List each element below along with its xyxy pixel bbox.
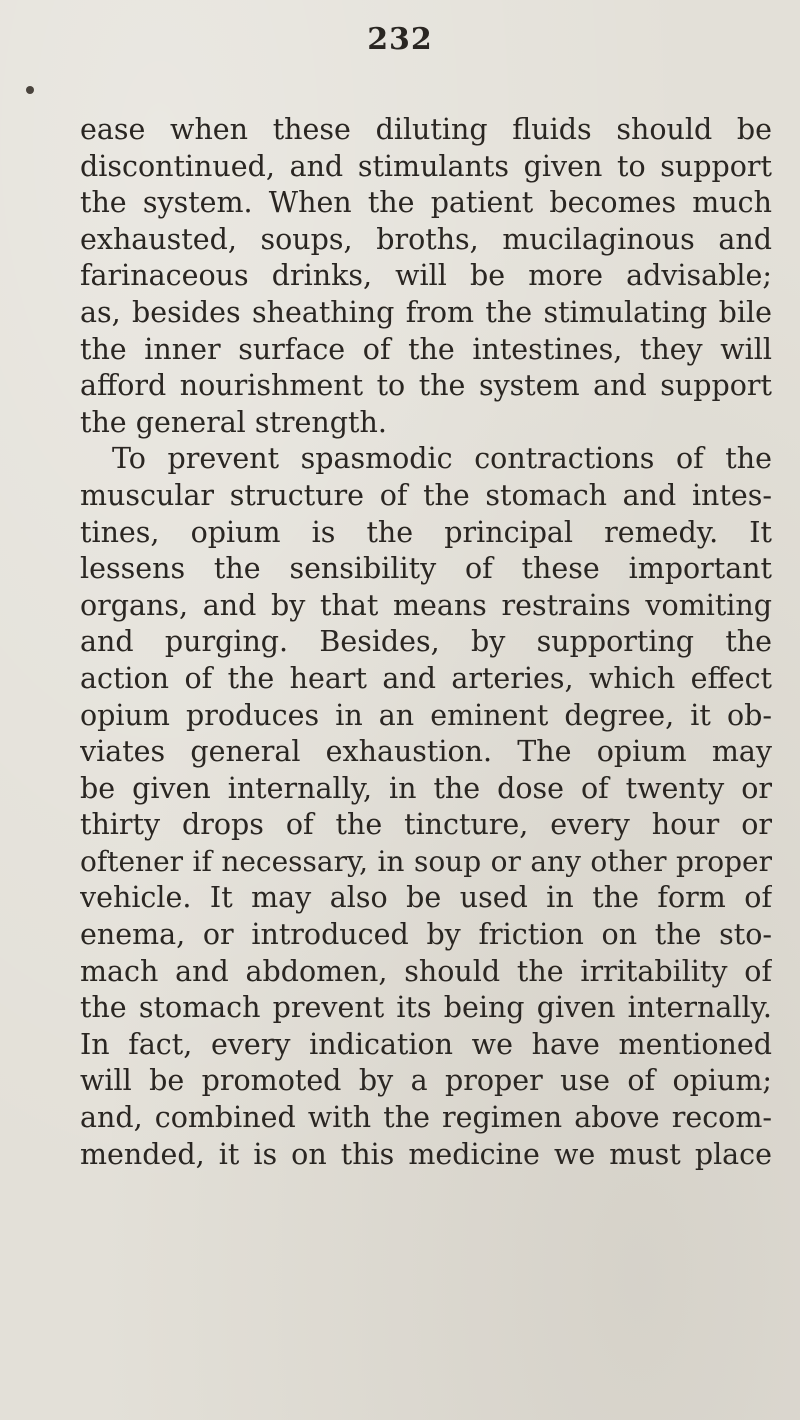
text-line-26: In fact, every indication we have mentioned bbox=[80, 1027, 772, 1061]
text-line-14: organs, and by that means restrains vomiting bbox=[80, 588, 772, 622]
body-text bbox=[80, 112, 772, 1173]
text-line-21: oftener if necessary, in soup or any other proper bbox=[80, 844, 772, 878]
text-line-5: farinaceous drinks, will be more advisable; bbox=[80, 259, 772, 293]
ink-speck bbox=[26, 86, 34, 94]
text-line-18: viates general exhaustion. The opium may bbox=[80, 735, 772, 769]
text-line-4: exhausted, soups, broths, mucilaginous and bbox=[80, 222, 772, 256]
text-line-17: opium produces in an eminent degree, it ob- bbox=[80, 698, 772, 732]
text-line-8: afford nourishment to the system and support bbox=[80, 369, 772, 403]
text-line-28: and, combined with the regimen above recom- bbox=[80, 1101, 772, 1135]
page-number: 232 bbox=[367, 22, 433, 57]
text-line-9: the general strength. bbox=[80, 405, 387, 439]
text-line-10: To prevent spasmodic contractions of the bbox=[112, 442, 772, 476]
text-line-13: lessens the sensibility of these important bbox=[80, 552, 772, 586]
text-line-11: muscular structure of the stomach and intes- bbox=[80, 478, 772, 512]
text-line-2: discontinued, and stimulants given to support bbox=[80, 149, 772, 183]
text-line-19: be given internally, in the dose of twenty or bbox=[80, 771, 772, 805]
text-line-16: action of the heart and arteries, which effect bbox=[80, 661, 772, 695]
text-line-6: as, besides sheathing from the stimulating bile bbox=[80, 295, 772, 329]
text-line-23: enema, or introduced by friction on the sto- bbox=[80, 918, 772, 952]
text-line-24: mach and abdomen, should the irritability of bbox=[80, 954, 772, 988]
text-line-7: the inner surface of the intestines, they will bbox=[80, 332, 772, 366]
text-line-25: the stomach prevent its being given internally. bbox=[80, 991, 772, 1025]
text-line-20: thirty drops of the tincture, every hour or bbox=[80, 808, 772, 842]
text-line-1: ease when these diluting fluids should be bbox=[80, 113, 772, 146]
text-line-12: tines, opium is the principal remedy. It bbox=[80, 515, 772, 549]
text-line-29: mended, it is on this medicine we must place bbox=[80, 1137, 772, 1171]
text-line-22: vehicle. It may also be used in the form of bbox=[80, 881, 772, 915]
text-line-27: will be promoted by a proper use of opium; bbox=[80, 1064, 772, 1098]
text-line-3: the system. When the patient becomes much bbox=[80, 186, 772, 220]
text-line-15: and purging. Besides, by supporting the bbox=[80, 625, 772, 659]
